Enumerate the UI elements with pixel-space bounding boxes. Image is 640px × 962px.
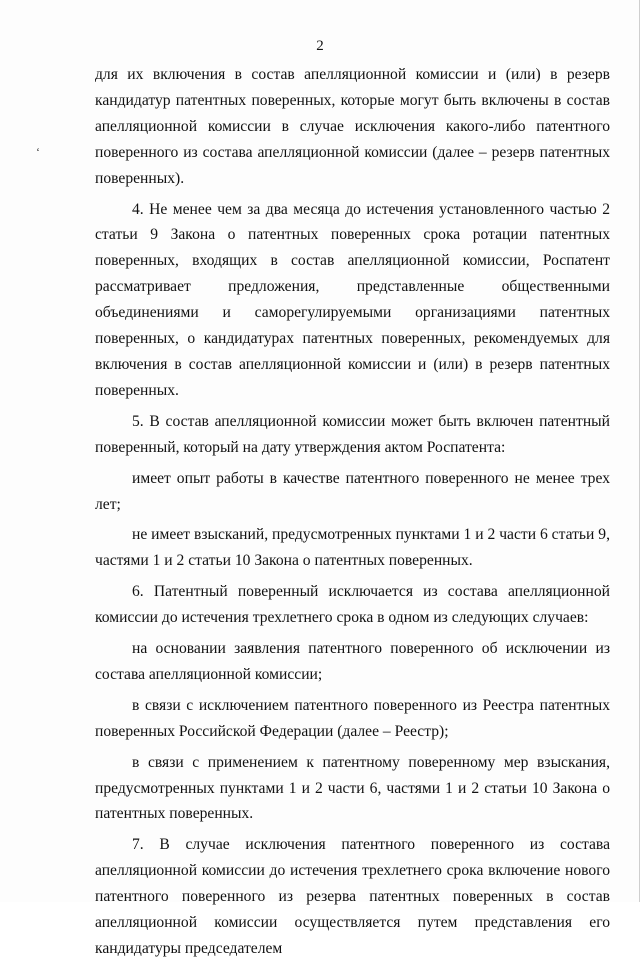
margin-mark: ‘ [36, 145, 40, 159]
paragraph-item-5: 5. В состав апелляционной комиссии может быть включен патентный поверенный, который на дату утверждения актом Роспатента: [95, 412, 610, 456]
page-number: 2 [316, 38, 324, 54]
paragraph-continuation: для их включения в состав апелляционной комиссии и (или) в резерв кандидатур патентных поверенных, которые могут быть включены в состав апелляционной комиссии в случае исключения какого-либо патентного поверенного из состава апелляционной комиссии (далее – резерв патентных поверенных). [95, 66, 610, 187]
paragraph-item-5-condition-2: не имеет взысканий, предусмотренных пунктами 1 и 2 части 6 статьи 9, частями 1 и 2 статьи 10 Закона о патентных поверенных. [95, 526, 610, 570]
paragraph-item-6-case-3: в связи с применением к патентному поверенному мер взыскания, предусмотренных пунктами 1 и 2 части 6, частями 1 и 2 статьи 10 Закона о патентных поверенных. [95, 753, 610, 823]
paragraph-item-6-case-2: в связи с исключением патентного поверенного из Реестра патентных поверенных Российской Федерации (далее – Реестр); [95, 696, 610, 740]
paragraph-item-4: 4. Не менее чем за два месяца до истечения установленного частью 2 статьи 9 Закона о патентных поверенных срока ротации патентных поверенных, входящих в состав апелляционной комиссии, Роспатент рассматривает предложения, представленные общественными объединениями и саморегулируемыми организациями патентных поверенных, о кандидатурах патентных поверенных, рекомендуемых для включения в состав апелляционной комиссии и (или) в резерв патентных поверенных. [95, 200, 610, 399]
paragraph-item-5-condition-1: имеет опыт работы в качестве патентного поверенного не менее трех лет; [95, 469, 610, 513]
paragraph-item-6: 6. Патентный поверенный исключается из состава апелляционной комиссии до истечения трехлетнего срока в одном из следующих случаев: [95, 583, 610, 627]
document-body [95, 62, 610, 962]
paragraph-item-7: 7. В случае исключения патентного поверенного из состава апелляционной комиссии до истечения трехлетнего срока включение нового патентного поверенного из резерва патентных поверенных в состав апелляционной комиссии осуществляется путем представления его кандидатуры председателем [95, 836, 610, 957]
paragraph-item-6-case-1: на основании заявления патентного поверенного об исключении из состава апелляционной комиссии; [95, 640, 610, 683]
